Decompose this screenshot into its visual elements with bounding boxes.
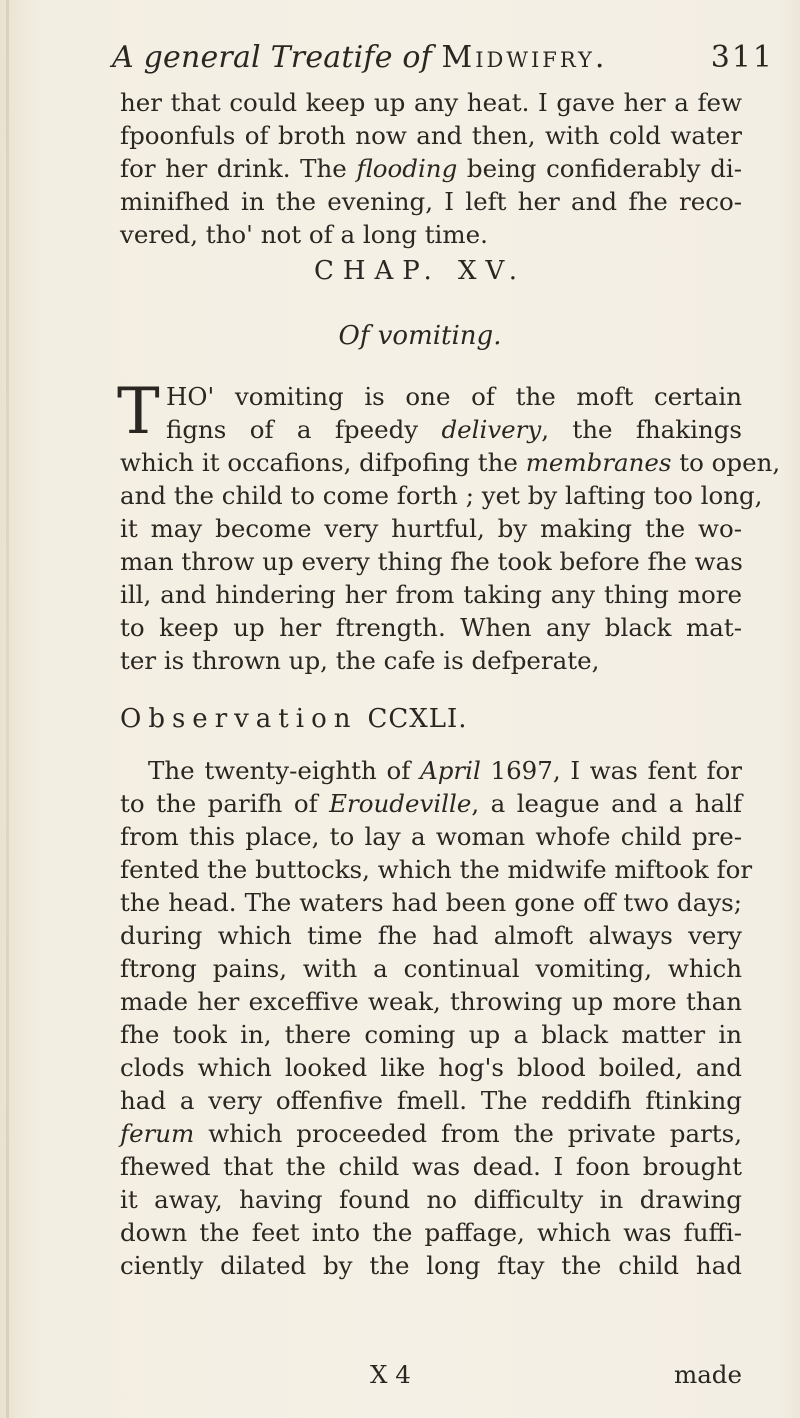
text-line: which it occafions, difpofing the membranes to open,: [120, 448, 781, 477]
text-line: ter is thrown up, the cafe is defperate,: [120, 646, 600, 675]
observation-number: CCXLI.: [367, 704, 468, 734]
paragraph-observation: [120, 754, 753, 1282]
text-line: fhe took in, there coming up a black matter in: [120, 1020, 742, 1049]
italic-term: ferum: [120, 1119, 195, 1148]
text-line: it away, having found no difficulty in drawing: [120, 1185, 742, 1214]
paragraph-vomiting: [120, 380, 781, 677]
text-line: from this place, to lay a woman whofe child pre-: [120, 822, 742, 851]
text-line: ciently dilated by the long ftay the child had: [120, 1251, 742, 1280]
text-line: and the child to come forth ; yet by lafting too long,: [120, 481, 763, 510]
running-title-caps: Midwifry.: [441, 40, 608, 75]
signature-mark: X 4: [370, 1360, 411, 1389]
text-line: fented the buttocks, which the midwife miftook for: [120, 855, 753, 884]
text-line: minifhed in the evening, I left her and fhe reco-: [120, 187, 742, 216]
text-line: ferum which proceeded from the private parts,: [120, 1119, 742, 1148]
italic-term: April: [420, 756, 481, 785]
text-line: clods which looked like hog's blood boiled, and: [120, 1053, 742, 1082]
text-line: The twenty-eighth of April 1697, I was fent for: [148, 756, 742, 785]
text-line: during which time fhe had almoft always very: [120, 921, 742, 950]
text-line: to keep up her ftrength. When any black mat-: [120, 613, 742, 642]
observation-heading: [120, 704, 740, 734]
italic-term: flooding: [356, 154, 458, 183]
drop-cap-letter: T: [117, 375, 160, 449]
text-line: figns of a fpeedy delivery, the fhakings: [166, 415, 742, 444]
text-line: ftrong pains, with a continual vomiting, which: [120, 954, 742, 983]
catchword: made: [673, 1360, 742, 1389]
text-line: had a very offenfive fmell. The reddifh ftinking: [120, 1086, 742, 1115]
page-gutter: [6, 0, 9, 1418]
text-line: the head. The waters had been gone off two days;: [120, 888, 742, 917]
text-line: her that could keep up any heat. I gave her a few: [120, 88, 742, 117]
text-line: fhewed that the child was dead. I foon brought: [120, 1152, 742, 1181]
text-line: man throw up every thing fhe took before fhe was: [120, 547, 743, 576]
text-line: fpoonfuls of broth now and then, with cold water: [120, 121, 742, 150]
text-line: ill, and hindering her from taking any thing more: [120, 580, 742, 609]
text-line: for her drink. The flooding being confiderably di-: [120, 154, 742, 183]
text-line: it may become very hurtful, by making the wo-: [120, 514, 742, 543]
chapter-subtitle: Of vomiting.: [338, 321, 502, 351]
italic-term: Eroudeville: [329, 789, 472, 818]
text-line: down the feet into the paffage, which was fuffi-: [120, 1218, 742, 1247]
text-line: to the parifh of Eroudeville, a league and a half: [120, 789, 743, 818]
chapter-heading: CHAP. XV.: [313, 256, 527, 286]
italic-term: delivery: [441, 415, 542, 444]
text-line: vered, tho' not of a long time.: [120, 220, 488, 249]
running-title-italic: A general Treatife of: [112, 40, 432, 75]
paragraph-continued: [120, 86, 742, 251]
text-line: HO' vomiting is one of the moft certain: [166, 382, 742, 411]
page-number: 311: [710, 40, 774, 75]
observation-label: Observation: [120, 704, 358, 734]
italic-term: membranes: [525, 448, 672, 477]
text-line: made her exceffive weak, throwing up more than: [120, 987, 742, 1016]
running-header: [112, 38, 792, 78]
